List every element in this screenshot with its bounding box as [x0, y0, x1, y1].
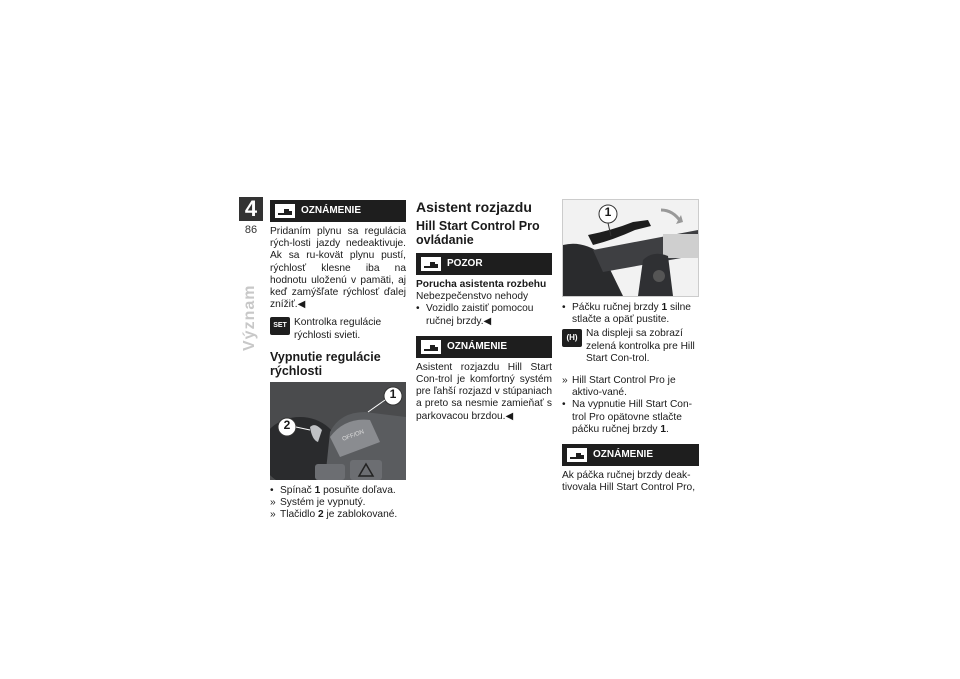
column-1 [270, 200, 406, 521]
instruction-list [270, 485, 406, 522]
list-text: Hill Start Control Pro je aktivo-vané. [572, 375, 676, 399]
notice-text: Asistent rozjazdu Hill Start Con-trol je komfortný systém pre ľahší rozjazd v stúpaniach a preto sa nesmie zamieňať s parkovacou brzdou.◀ [416, 361, 552, 422]
photo-label-1: 1 [604, 205, 612, 219]
h-icon-text: (H) [566, 333, 578, 343]
list-marker: » [270, 497, 276, 509]
list-ref-number: 2 [317, 509, 324, 521]
list-item [562, 302, 699, 326]
list-text: Systém je vypnutý. [280, 497, 366, 509]
list-text: . [666, 423, 669, 435]
set-indicator-text: Kontrolka regulácie rýchlosti svieti. [294, 317, 382, 341]
list-marker: • [562, 399, 566, 411]
list-marker: • [416, 303, 420, 315]
hill-start-h-icon [562, 329, 582, 347]
caution-title: Porucha asistenta rozbehu [416, 279, 547, 290]
caution-subtitle: Nebezpečenstvo nehody [416, 291, 529, 303]
photo-label-1: 1 [389, 386, 397, 401]
hill-start-indicator-row [562, 328, 699, 365]
column-2 [416, 199, 552, 423]
section-heading: Vypnutie regulácie rýchlosti [270, 349, 381, 378]
hand-pointer-icon [566, 447, 588, 463]
list-ref-number: 1 [660, 423, 667, 435]
brake-lever-photo [562, 199, 699, 297]
caution-label: POZOR [447, 257, 483, 269]
photo-label-2: 2 [283, 417, 291, 432]
list-item [562, 399, 699, 436]
list-marker: • [562, 302, 566, 313]
hand-pointer-icon [420, 339, 442, 355]
list-marker: » [562, 375, 568, 387]
caution-bullet-text: Vozidlo zaistiť pomocou ručnej brzdy.◀ [426, 303, 534, 327]
list-text: Na vypnutie Hill Start Con-trol Pro opätovne stlačte páčku ručnej brzdy [572, 399, 693, 435]
list-item [270, 509, 406, 521]
set-indicator-icon [270, 317, 290, 335]
notice-bar [562, 444, 699, 466]
list-text: posuňte doľava. [320, 484, 396, 496]
chapter-number: 4 [239, 197, 263, 221]
list-ref-number: 1 [661, 302, 668, 313]
list-text: Tlačidlo [280, 509, 318, 521]
list-ref-number: 1 [314, 484, 321, 496]
list-item [270, 485, 406, 497]
brake-lever-illustration [563, 200, 698, 296]
list-marker: » [270, 509, 276, 521]
caution-bullet [416, 303, 552, 327]
list-text: silne stlačte a opäť pustite. [572, 302, 691, 326]
main-heading: Asistent rozjazdu [416, 199, 532, 215]
switch-text: OFF/ON [341, 429, 365, 443]
page-number: 86 [244, 224, 258, 236]
hand-pointer-icon [274, 203, 296, 219]
column-3 [562, 199, 699, 494]
notice-label: OZNÁMENIE [447, 340, 507, 352]
section-title: Význam [241, 284, 258, 351]
notice-text: Pridaním plynu sa regulácia rých-losti jazdy nedeaktivuje. Ak sa ru-kovät plynu pustí, rýchlosť klesne iba na hodnotu uloženú v pamäti, aj keď zamýšľate rýchlosť ďalej znížiť.◀ [270, 226, 406, 311]
list-marker: • [270, 484, 274, 496]
notice-text: Ak páčka ručnej brzdy deak-tivovala Hill Start Control Pro, [562, 470, 696, 494]
indicator-text: Na displeji sa zobrazí zelená kontrolka pre Hill Start Con-trol. [586, 328, 695, 364]
list-item [562, 375, 699, 399]
subheading: Hill Start Control Pro ovládanie [416, 219, 540, 247]
set-icon-text: SET [273, 322, 287, 330]
list-text: Spínač [280, 484, 315, 496]
caution-bar [416, 253, 552, 275]
notice-label: OZNÁMENIE [301, 204, 361, 216]
set-indicator-row [270, 317, 406, 341]
hand-pointer-icon [420, 256, 442, 272]
notice-label: OZNÁMENIE [593, 448, 653, 460]
list-item [270, 497, 406, 509]
cruise-switch-photo [270, 382, 406, 480]
list-text: je zablokované. [323, 509, 398, 521]
list-text: Páčku ručnej brzdy [572, 302, 662, 313]
notice-bar [416, 336, 552, 358]
notice-bar [270, 200, 406, 222]
